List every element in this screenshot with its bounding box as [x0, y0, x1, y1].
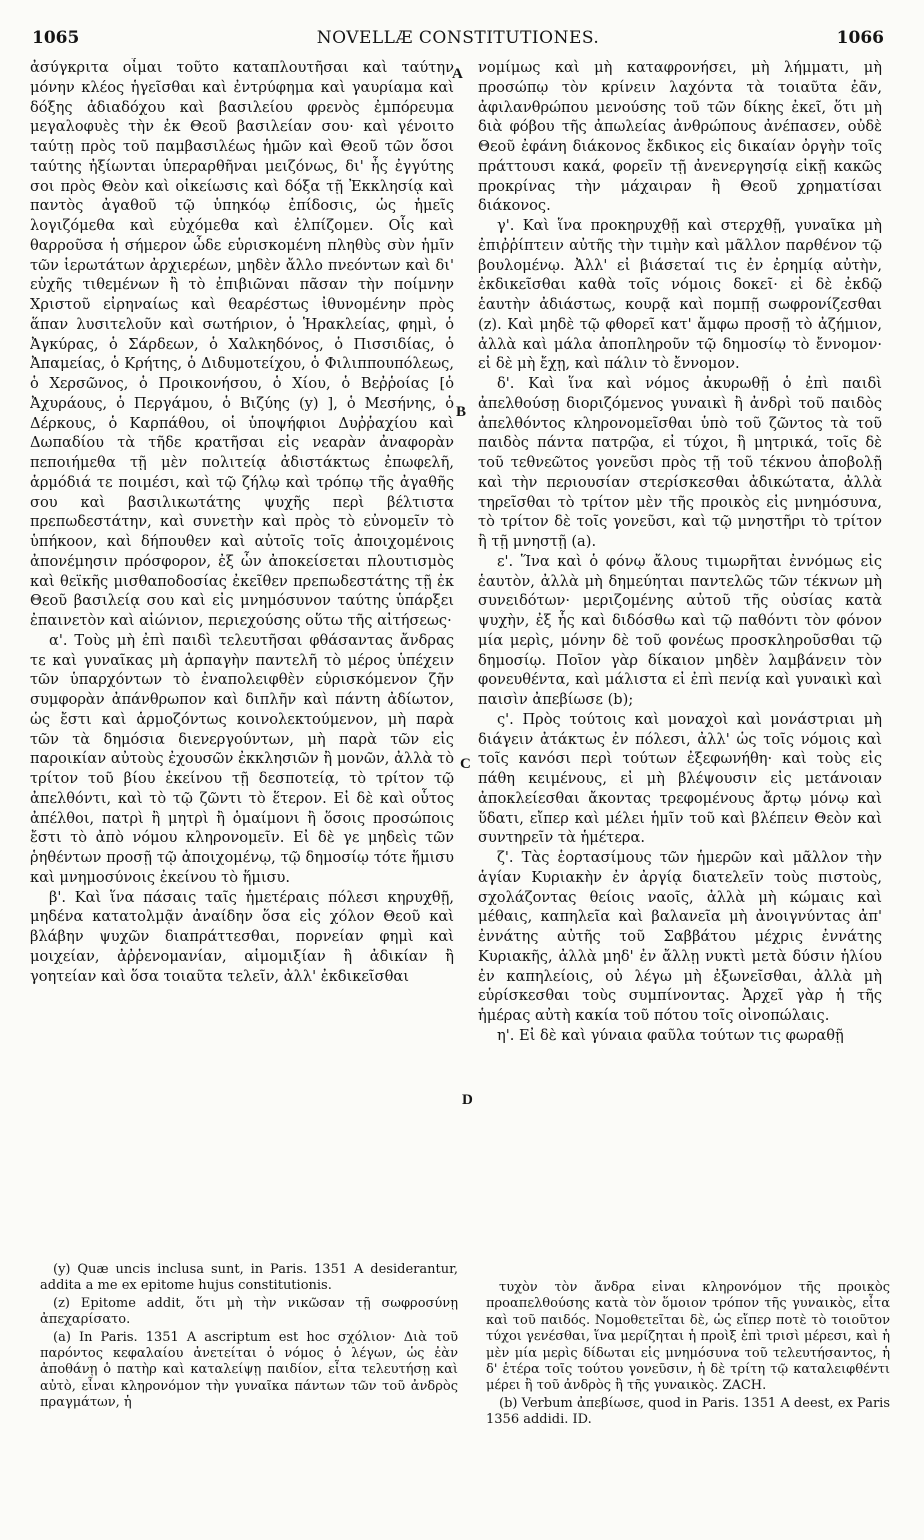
page-number-right: 1066: [836, 28, 884, 48]
paragraph-eta: η'. Εἰ δὲ καὶ γύναια φαῦλα τούτων τις φωραθῇ: [496, 1026, 844, 1044]
paragraph-continuation: νομίμως καὶ μὴ καταφρονήσει, μὴ λήμματι, μὴ προσώπῳ τὸν κρίνειν λαχόντα τὰ τοιαῦτα ἐᾶν, ἀφιλανθρώπου μενούσης τοῦ τῶν δίκης ἐκεῖ, ὅτι μὴ διὰ φόβου τῆς ἀπωλείας ἀνθρώπους ἀνέπασεν, οὐδὲ Θεοῦ ἐφάνη διάκονος ἔκδικος εἰς δικαίαν ὀργὴν τοῖς πράττουσι κακά, φορεῖν τῇ ἀνενεργησίᾳ εἰκῇ κακῶς προκρίνας τὴν μάχαιραν ἢ Θεοῦ χρηματίσαι διάκονος.: [478, 59, 882, 215]
paragraph-stigma: ς'. Πρὸς τούτοις καὶ μοναχοὶ καὶ μονάστριαι μὴ διάγειν ἀτάκτως ἐν πόλεσι, ἀλλ' ὡς τοῖς νόμοις καὶ τοῖς κανόσι περὶ τούτων ἐξεφωνήθη· καὶ τοὺς εἰς πάθη κειμένους, εἰ μὴ βλέψουσιν εἰς μετάνοιαν ἀποκλείεσθαι ἄκοντας τρεφομένους ἄρτῳ μόνῳ καὶ ὕδατι, εἴπερ καὶ μέλει ἡμῖν τοῦ καὶ βλέπειν Θεὸν καὶ συντηρεῖν τὰ ἡμέτερα.: [478, 710, 882, 847]
page-number-left: 1065: [32, 28, 80, 48]
right-column: [478, 58, 882, 1234]
footnote-b: (b) Verbum ἀπεβίωσε, quod in Paris. 1351 A deest, ex Paris 1356 addidi. ID.: [486, 1395, 890, 1428]
running-header: [32, 28, 884, 54]
margin-marker-b: B: [456, 404, 467, 420]
margin-marker-a: A: [452, 66, 463, 82]
paragraph-alpha: α'. Τοὺς μὴ ἐπὶ παιδὶ τελευτῆσαι φθάσαντας ἄνδρας τε καὶ γυναῖκας μὴ ἁρπαγὴν παντελῆ τὸ μέρος ὑπέχειν τῶν ὑπαρχόντων τὸ ἐναπολειφθὲν εὑρισκόμενον ζῆν συμφορὰν ἀπάνθρωπον καὶ διπλῆν καὶ πάντη ἀδίωτον, ὡς ἔστι καὶ ἁρμοζόντως κοινολεκτούμενον, μὴ παρὰ τῶν τὰ δημόσια διενεργούντων, μὴ παρὰ τῶν εἰς παροικίαν αὐτοὺς ἐχουσῶν ἐκκλησιῶν ἢ μονῶν, ἀλλὰ τὸ τρίτον τοῦ βίου ἐκείνου τῇ δεσποτείᾳ, τὸ τρίτον τῷ ἀπελθόντι, καὶ τὸ τῷ ζῶντι τὸ ἕτερον. Εἰ δὲ καὶ οὗτος ἀπέλθοι, πατρὶ ἢ μητρὶ ἢ ὁμαίμονι ἢ ὅσοις προσώποις ἔστι τὸ ἀπὸ νόμου κληρονομεῖν. Εἰ δὲ γε μηδεὶς τῶν ῥηθέντων προσῇ τῷ ἀποιχομένῳ, τῷ δημοσίῳ τότε ἥμισυ καὶ μνημοσύνοις ἐκείνου τὸ ἥμισυ.: [30, 631, 454, 886]
paragraph-delta: δ'. Καὶ ἵνα καὶ νόμος ἀκυρωθῇ ὁ ἐπὶ παιδὶ ἀπελθούσῃ διοριζόμενος γυναικὶ ἢ ἀνδρὶ τοῦ παιδὸς ἀπελθόντος κληρονομεῖσθαι ὑπὸ τοῦ ζῶντος τὰ τοῦ παιδὸς πάντα πατρῷα, εἰ τύχοι, ἢ μητρικά, τοῖς δὲ τοῦ τεθνεῶτος γονεῦσι πρὸς τῇ τοῦ τέκνου ἀποβολῇ καὶ τὴν περιουσίαν στερίσκεσθαι ἀδικώτατα, ἀλλὰ τηρεῖσθαι τὸ τρίτον μὲν τῆς προικὸς εἰς μνημόσυνα, τὸ τρίτον δὲ τοῖς γονεῦσι, καὶ τῷ μνηστῆρι τὸ τρίτον ἢ τῇ μνηστῇ (a).: [478, 375, 882, 550]
paragraph-epsilon: ε'. Ἵνα καὶ ὁ φόνῳ ἄλους τιμωρῆται ἐννόμως εἰς ἑαυτὸν, ἀλλὰ μὴ δημεύηται παντελῶς τῶν τέκνων μὴ συνειδότων· μεριζομένης αὐτοῦ τῆς οὐσίας κατὰ ψυχὴν, ἐξ ἧς καὶ διδόσθω καὶ τῷ παθόντι τὸν φόνον μία μερὶς, μόνην δὲ τοῦ φονέως προσκληροῦσθαι τῷ δημοσίῳ. Ποῖον γὰρ δίκαιον μηδὲν λαμβάνειν τὸν φονευθέντα, καὶ μάλιστα εἰ ἐπὶ πενίᾳ καὶ γυναικὶ καὶ παισὶν ἀπεβίωσε (b);: [478, 552, 882, 708]
footnote-z: (z) Epitome addit, ὅτι μὴ τὴν νικῶσαν τῇ σωφροσύνῃ ἀπεχαρίσατο.: [40, 1295, 458, 1328]
footnote-y: (y) Quæ uncis inclusa sunt, in Paris. 1351 A desiderantur, addita a me ex epitome hujus constitutionis.: [40, 1262, 458, 1294]
running-title: NOVELLÆ CONSTITUTIONES.: [316, 28, 600, 48]
paragraph-zeta: ζ'. Τὰς ἑορτασίμους τῶν ἡμερῶν καὶ μᾶλλον τὴν ἁγίαν Κυριακὴν ἐν ἀργίᾳ διατελεῖν τοὺς πιστοὺς, σχολάζοντας θείοις ναοῖς, ἀλλὰ μὴ κώμαις καὶ μέθαις, καπηλεῖα καὶ βαλανεῖα μὴ ἀνοιγνύντας ἀπ' ἐννάτης αὐτῆς τοῦ Σαββάτου μέχρις ἐννάτης Κυριακῆς, ἀλλὰ μηδ' ἐν ἄλλῃ νυκτὶ μετὰ δύσιν ἡλίου ἐν καπηλείοις, οὐ λέγω μὴ ἐξωνεῖσθαι, ἀλλὰ μὴ εὑρίσκεσθαι τοὺς συμπίνοντας. Ἀρχεῖ γὰρ ἡ τῆς ἡμέρας αὐτὴ κακία τοῦ πότου τοῖς οἰνοπώλαις.: [478, 849, 882, 1024]
left-column: [30, 58, 454, 1254]
paragraph-intro: ἀσύγκριτα οἶμαι τοῦτο καταπλουτῆσαι καὶ ταύτην μόνην κλέος ἡγεῖσθαι καὶ ἐντρύφημα καὶ γαυρίαμα καὶ δόξης ἀδιαδόχου καὶ βασιλείου φρενὸς ἐμπόρευμα μεγαλοφυὲς τὴν ἐκ Θεοῦ βασιλείαν σου· καὶ γένοιτο ταύτῃ πρὸς τοῦ παμβασιλέως ἡμῶν καὶ Θεοῦ τῶν ὅσοι ταύτης ἠξίωνται ὑπεραρθῆναι μειζόνως, δι' ἧς ἐγγύτης σοι πρὸς Θεὸν καὶ οἰκείωσις καὶ δόξα τῇ Ἐκκλησίᾳ καὶ παντὸς ἀγαθοῦ τῷ ὑπηκόῳ ἐπίδοσις, ὡς ἡμεῖς λογιζόμεθα καὶ εὐχόμεθα καὶ ἐλπίζομεν. Οἷς καὶ θαρροῦσα ἡ σήμερον ὧδε εὑρισκομένη πληθὺς σὺν ἡμῖν τῶν ἱερωτάτων ἀρχιερέων, μηδὲν ἄλλο πνεόντων καὶ δι' εὐχῆς τιθεμένων ἢ τὸ ἐπιβιῶναι πᾶσαν τὴν ποίμνην Χριστοῦ εἰρηναίως καὶ θεαρέστως ἰθυνομένην πρὸς ἅπαν λυσιτελοῦν καὶ σωτήριον, ὁ Ἡρακλείας, φημὶ, ὁ Ἀγκύρας, ὁ Σάρδεων, ὁ Χαλκηδόνος, ὁ Πισσιδίας, ὁ Ἀπαμείας, ὁ Κρήτης, ὁ Διδυμοτείχου, ὁ Φιλιππουπόλεως, ὁ Χερσῶνος, ὁ Προικονήσου, ὁ Χίου, ὁ Βεῤῥοίας [ὁ Ἀχυράους, ὁ Περγάμου, ὁ Βιζύης (y) ], ὁ Μεσήνης, ὁ Δέρκους, ὁ Καρπάθου, οἱ ὑποψήφιοι Δυῤῥαχίου καὶ Δωπαδίου τὰ τῆδε κρατῆσαι εἰς νεαρὰν ἀναφορὰν πεποιήμεθα τῇ μὲν πολιτείᾳ ἀδιστάκτως ἐπωφελῆ, ἁρμόδιά τε ποιμέσι, καὶ τῷ ζήλῳ καὶ τρόπῳ τῆς ἀγαθῆς σου καὶ βασιλικωτάτης ψυχῆς περὶ βέλτιστα πρεπωδεστάτην, καὶ συνετὴν καὶ πρὸς τὸ εὐνομεῖν τὸ ὑπήκοον, καὶ δήπουθεν καὶ αὐτοῖς τοῖς ἀποιχομένοις ἀπονέμησιν πρόσφορον, ἐξ ὧν ἀποκείσεται πλουτισμὸς καὶ θεϊκῆς μισθαποδοσίας ἐκεῖθεν πρεπωδεστάτης τῇ ἐκ Θεοῦ βασιλείᾳ σου καὶ εἰς μνημόσυνον ταύτης ὑπάρξει ἐπαινετὸν καὶ αἰώνιον, περιεχούσης οὕτω τῆς αἰτήσεως·: [30, 59, 454, 629]
footnotes-right: [486, 1280, 890, 1470]
paragraph-beta: β'. Καὶ ἵνα πάσαις ταῖς ἡμετέραις πόλεσι κηρυχθῇ, μηδένα κατατολμᾷν ἀναίδην ὅσα εἰς χόλον Θεοῦ καὶ βλάβην ψυχῶν διαπράττεσθαι, πορνείαν φημὶ καὶ μοιχείαν, ἀῤῥενομανίαν, αἱμομιξίαν ἢ ἀδικίαν ἢ γοητείαν καὶ ὅσα τοιαῦτα τελεῖν, ἀλλ' ἐκδικεῖσθαι: [30, 888, 454, 985]
margin-marker-d: D: [462, 1092, 473, 1108]
paragraph-gamma: γ'. Καὶ ἵνα προκηρυχθῇ καὶ στερχθῇ, γυναῖκα μὴ ἐπιῤῥίπτειν αὐτῆς τὴν τιμὴν καὶ μᾶλλον παρθένον τῷ βουλομένῳ. Ἀλλ' εἰ βιάσεταί τις ἐν ἐρημίᾳ αὐτὴν, ἐκδικεῖσθαι καθὰ τοῖς νόμοις δοκεῖ· εἰ δὲ ἐκδῷ ἑαυτὴν ἀδιάστως, κουρᾷ καὶ πομπῇ σωφρονίζεσθαι (z). Καὶ μηδὲ τῷ φθορεῖ κατ' ἄμφω προσῇ τὸ ἀζήμιον, ἀλλὰ καὶ μάλα ἀποπληροῦν τῷ δημοσίῳ τὸ ἔννομον· εἰ δὲ μὴ ἔχῃ, καὶ πάλιν τὸ ἔννομον.: [478, 217, 882, 373]
margin-marker-c: C: [460, 756, 471, 772]
footnotes-left: [40, 1262, 458, 1532]
footnote-a-continued: τυχὸν τὸν ἄνδρα εἶναι κληρονόμον τῆς προικὸς προαπελθούσης κατὰ τὸν ὅμοιον τρόπον τῆς γυναικὸς, εἶτα καὶ τοῦ παιδός. Νομοθετεῖται δὲ, ὡς εἴπερ ποτὲ τὸ τοιοῦτον τύχοι γενέσθαι, ἵνα μερίζηται ἡ προὶξ ἐπὶ τρισὶ μέρεσι, καὶ ἡ μὲν μία μερὶς δίδωται εἰς μνημόσυνα τοῦ τελευτήσαντος, ἡ δ' ἑτέρα τοῖς τούτου γονεῦσιν, ἡ δὲ τρίτη τῷ καταλειφθέντι μέρει ἢ τοῦ ἀνδρὸς ἢ τῆς γυναικὸς. ZACH.: [486, 1280, 890, 1394]
footnote-a: (a) In Paris. 1351 A ascriptum est hoc σχόλιον· Διὰ τοῦ παρόντος κεφαλαίου ἀνετείται ὁ νόμος ὁ λέγων, ὡς ἐὰν ἀποθάνῃ ὁ πατὴρ καὶ καταλείψῃ παιδίον, εἶτα τελευτήσῃ καὶ αὐτὸ, εἶναι κληρονόμον τὴν γυναῖκα πάντων τῶν τοῦ ἀνδρὸς πραγμάτων, ἡ: [40, 1329, 458, 1411]
